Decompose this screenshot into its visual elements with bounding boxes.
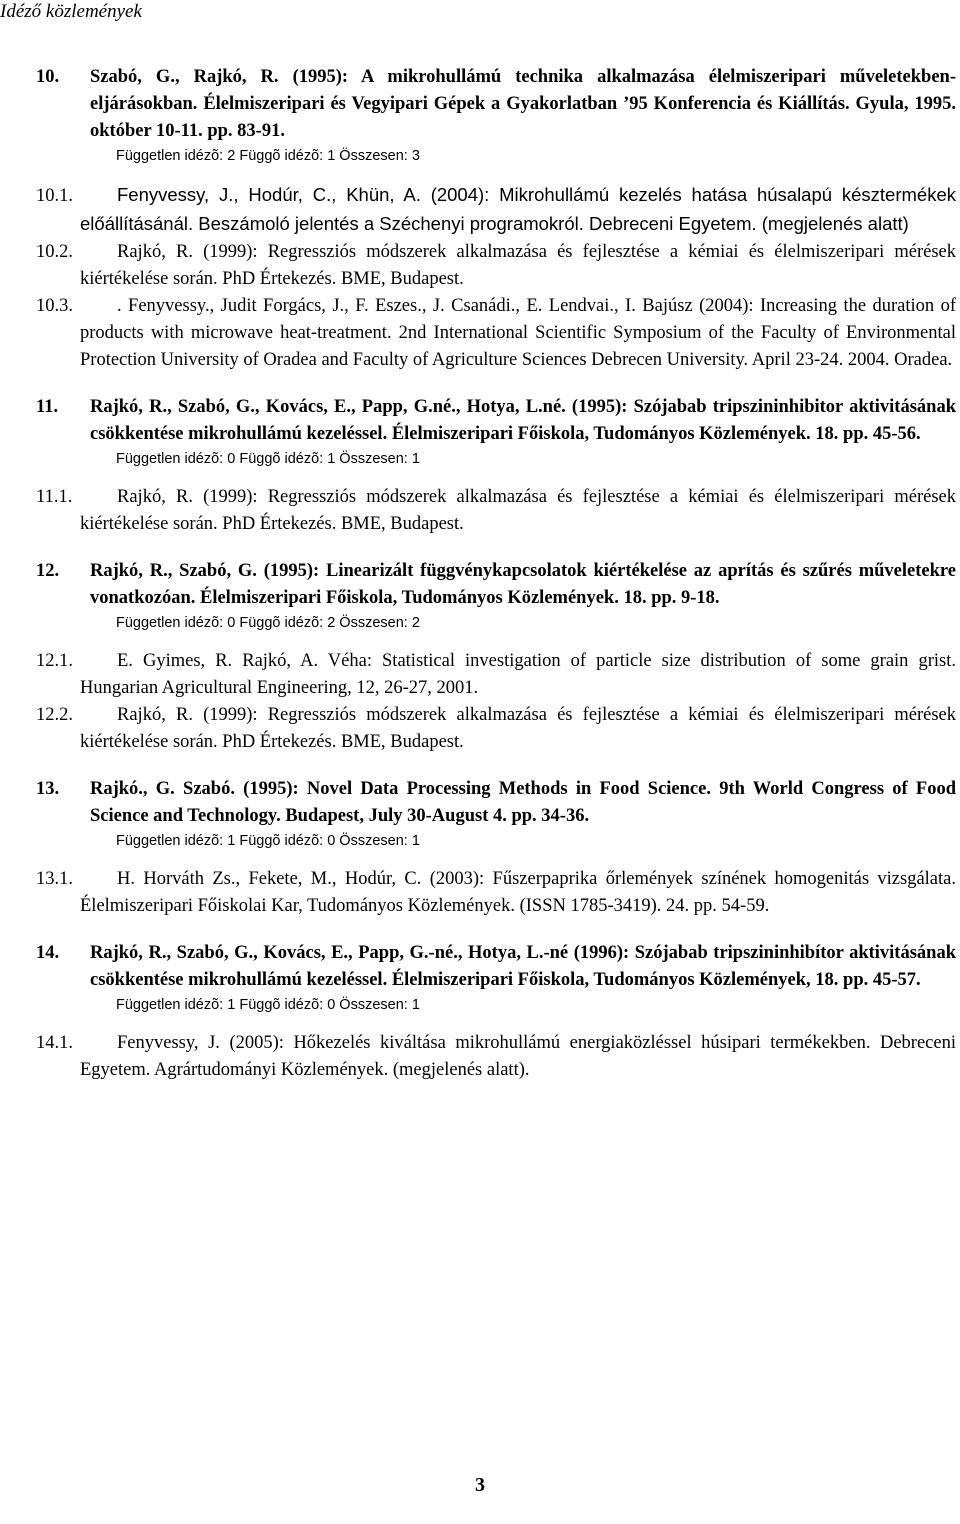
publication-entry [36, 940, 956, 1084]
citing-number: 12.2. [36, 705, 73, 725]
publication-entry [36, 776, 956, 920]
publication-text: Rajkó., G. Szabó. (1995): Novel Data Processing Methods in Food Science. 9th World Congress of Food Science and Technology. Budapest, July 30-August 4. pp. 34-36. [90, 779, 956, 826]
citation-count: Független idézõ: 0 Függõ idézõ: 2 Összesen: 2 [116, 615, 420, 631]
publication-text: Rajkó, R., Szabó, G. (1995): Linearizált függvénykapcsolatok kiértékelése az aprítás és szűrés műveletekre vonatkozóan. Élelmiszeripari Főiskola, Tudományos Közlemények. 18. pp. 9-18. [90, 561, 956, 608]
publication-reference [36, 64, 956, 145]
citing-number: 12.1. [36, 651, 73, 671]
publication-entry [36, 394, 956, 538]
citing-reference [36, 866, 956, 920]
citation-list [36, 64, 956, 1084]
citing-text: Rajkó, R. (1999): Regressziós módszerek alkalmazása és fejlesztése a kémiai és élelmiszeripari mérések kiértékelése során. PhD Értekezés. BME, Budapest. [80, 487, 956, 534]
publication-reference [36, 940, 956, 994]
citing-number: 13.1. [36, 869, 73, 889]
citing-reference [36, 239, 956, 293]
citing-reference [36, 648, 956, 702]
citing-text: Fenyvessy, J., Hodúr, C., Khün, A. (2004): Mikrohullámú kezelés hatása húsalapú késztermékek előállításánál. Beszámoló jelentés a Széchenyi programokról. Debreceni Egyetem. (megjelenés alatt) [80, 184, 956, 234]
citation-count: Független idézõ: 1 Függõ idézõ: 0 Összesen: 1 [116, 833, 420, 849]
citing-text: Rajkó, R. (1999): Regressziós módszerek alkalmazása és fejlesztése a kémiai és élelmiszeripari mérések kiértékelése során. PhD Értekezés. BME, Budapest. [80, 705, 956, 752]
citation-count: Független idézõ: 1 Függõ idézõ: 0 Összesen: 1 [116, 997, 420, 1013]
publication-text: Szabó, G., Rajkó, R. (1995): A mikrohullámú technika alkalmazása élelmiszeripari műveletekben-eljárásokban. Élelmiszeripari és Vegyipari Gépek a Gyakorlatban ’95 Konferencia és Kiállítás. Gyula, 1995. október 10-11. pp. 83-91. [90, 67, 956, 141]
publication-number: 10. [36, 67, 60, 87]
publication-text: Rajkó, R., Szabó, G., Kovács, E., Papp, G.-né., Hotya, L.-né (1996): Szójabab tripszininhibítor aktivitásának csökkentése mikrohullámú kezeléssel. Élelmiszeripari Főiskola, Tudományos Közlemények, 18. pp. 45-57. [90, 943, 956, 990]
citing-reference [36, 1030, 956, 1084]
publication-reference [36, 776, 956, 830]
publication-number: 14. [36, 943, 60, 963]
citing-number: 14.1. [36, 1033, 73, 1053]
citing-number: 10.3. [36, 296, 73, 316]
citing-text: Fenyvessy, J. (2005): Hőkezelés kiváltása mikrohullámú energiaközléssel húsipari termékekben. Debreceni Egyetem. Agrártudományi Közlemények. (megjelenés alatt). [80, 1033, 956, 1080]
citing-text: E. Gyimes, R. Rajkó, A. Véha: Statistical investigation of particle size distribution of some grain grist. Hungarian Agricultural Engineering, 12, 26-27, 2001. [80, 651, 956, 698]
page-header-title: Idéző közlemények [0, 1, 142, 22]
citation-count: Független idézõ: 0 Függõ idézõ: 1 Összesen: 1 [116, 451, 420, 467]
publication-entry [36, 558, 956, 756]
citing-text: H. Horváth Zs., Fekete, M., Hodúr, C. (2003): Fűszerpaprika őrlemények színének homogenitás vizsgálata. Élelmiszeripari Főiskolai Kar, Tudományos Közlemények. (ISSN 1785-3419). 24. pp. 54-59. [80, 869, 956, 916]
citing-text: Rajkó, R. (1999): Regressziós módszerek alkalmazása és fejlesztése a kémiai és élelmiszeripari mérések kiértékelése során. PhD Értekezés. BME, Budapest. [80, 242, 956, 289]
publication-number: 12. [36, 561, 60, 581]
publication-number: 11. [36, 397, 59, 417]
publication-reference [36, 394, 956, 448]
citing-number: 10.1. [36, 186, 73, 206]
citing-reference [36, 293, 956, 374]
citing-number: 11.1. [36, 487, 73, 507]
publication-text: Rajkó, R., Szabó, G., Kovács, E., Papp, G.né., Hotya, L.né. (1995): Szójabab tripszininhibitor aktivitásának csökkentése mikrohullámú kezeléssel. Élelmiszeripari Főiskola, Tudományos Közlemények. 18. pp. 45-56. [90, 397, 956, 444]
citation-count: Független idézõ: 2 Függõ idézõ: 1 Összesen: 3 [116, 148, 420, 164]
citing-reference [36, 181, 956, 239]
citing-reference [36, 702, 956, 756]
publication-entry [36, 64, 956, 374]
citing-text: . Fenyvessy., Judit Forgács, J., F. Eszes., J. Csanádi., E. Lendvai., I. Bajúsz (2004): Increasing the duration of products with microwave heat-treatment. 2nd International Scientific Symposium of the Faculty of Environmental Protection University of Oradea and Faculty of Agriculture Sciences Debrecen University. April 23-24. 2004. Oradea. [80, 296, 956, 370]
page-number: 3 [475, 1474, 485, 1496]
publication-number: 13. [36, 779, 60, 799]
citing-reference [36, 484, 956, 538]
publication-reference [36, 558, 956, 612]
citing-number: 10.2. [36, 242, 73, 262]
